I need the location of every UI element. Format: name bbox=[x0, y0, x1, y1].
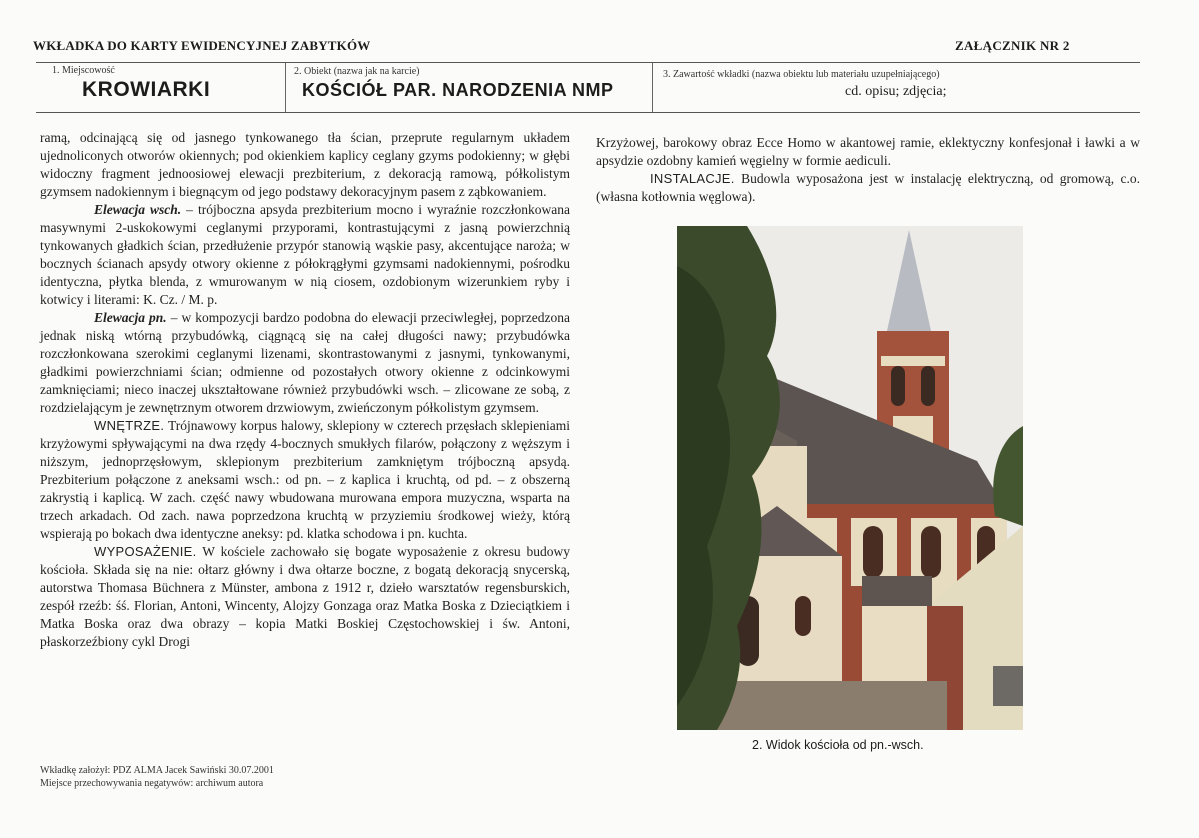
paragraph-text: ramą, odcinającą się od jasnego tynkowanego tła ścian, przeprute regularnym układem ujednoliconych otworów okiennych; pod okienkiem kaplicy ceglany gzyms podokienny; w głębi widoczny fragment jednoosiowej elewacji prezbiterium, z dekoracją ramową, półkolistym gzymsem nadokiennym i biegnącym od jego podstawy dekoracyjnym pasem z ząbkowaniem. bbox=[40, 130, 570, 199]
paragraph-east-elevation bbox=[40, 201, 570, 309]
object-label: 2. Obiekt (nazwa jak na karcie) bbox=[294, 66, 420, 77]
paragraph-north-elevation bbox=[40, 309, 570, 417]
annex-number: ZAŁĄCZNIK NR 2 bbox=[955, 38, 1070, 53]
header-bottom-rule bbox=[36, 112, 1140, 113]
paragraph-furnishings-continued bbox=[596, 134, 1140, 170]
section-lead-installations: INSTALACJE. bbox=[650, 171, 735, 186]
content-label: 3. Zawartość wkładki (nazwa obiektu lub materiału uzupełniającego) bbox=[663, 69, 940, 80]
right-text-column bbox=[596, 134, 1140, 206]
section-lead-north-elevation: Elewacja pn. bbox=[94, 310, 167, 325]
locality-label: 1. Miejscowość bbox=[52, 65, 115, 76]
church-photo bbox=[677, 226, 1023, 730]
locality-value: KROWIARKI bbox=[82, 78, 211, 101]
section-lead-interior: WNĘTRZE. bbox=[94, 418, 165, 433]
insert-title: WKŁADKA DO KARTY EWIDENCYJNEJ ZABYTKÓW bbox=[33, 38, 371, 53]
paragraph-text: – w kompozycji bardzo podobna do elewacji przeciwległej, poprzedzona jednak niską wtórną przybudówką, ciągnącą się na całej długości nawy; przybudówka rozczłonkowana szerokimi ceglanymi lizenami, skontrastowanymi z jasnymi, tynkowanymi, gładkimi powierzchniami ścian; odmienne od pozostałych otwory okienne z odcinkowymi zamknięciami; nieco inaczej ukształtowane również przybudówki wsch. – zlicowane ze sobą, z rozdzielającym je zewnętrznym otworem drzwiowym, zwieńczonym półkolistym gzymsem. bbox=[40, 310, 570, 415]
header-top-rule bbox=[36, 62, 1140, 63]
section-lead-furnishings: WYPOSAŻENIE. bbox=[94, 544, 197, 559]
content-value: cd. opisu; zdjęcia; bbox=[845, 84, 947, 99]
paragraph-facade-continued bbox=[40, 129, 570, 201]
paragraph-text: – trójboczna apsyda prezbiterium mocno i wyraźnie rozczłonkowana masywnymi 2-uskokowymi ceglanymi przyporami, kontrastującymi z jasną powierzchnią tynkowanych gładkich ścian, przedłużenie przypór stanowią wąskie pasy, akcentujące naroża; w bocznych ścianach apsydy otwory okienne z półokrągłymi gzymsami nadokiennymi, pośrodku identyczna, płytka blenda, z wmurowanym w nią ciosem, ozdobionym wizerunkiem ryby i kotwicy i literami: K. Cz. / M. p. bbox=[40, 202, 570, 307]
paragraph-text: Krzyżowej, barokowy obraz Ecce Homo w akantowej ramie, eklektyczny konfesjonał i ławki a w apsydzie ozdobny kamień węgielny w formie aediculi. bbox=[596, 135, 1140, 168]
left-text-column bbox=[40, 129, 570, 651]
paragraph-furnishings bbox=[40, 543, 570, 651]
box-divider-2 bbox=[652, 63, 653, 112]
box-divider-1 bbox=[285, 63, 286, 112]
paragraph-interior bbox=[40, 417, 570, 543]
section-lead-east-elevation: Elewacja wsch. bbox=[94, 202, 182, 217]
photo-caption: 2. Widok kościoła od pn.-wsch. bbox=[752, 738, 924, 752]
negatives-location: Miejsce przechowywania negatywów: archiwum autora bbox=[40, 778, 264, 789]
paragraph-text: Budowla wyposażona jest w instalację elektryczną, od gromową, c.o. (własna kotłownia węglowa). bbox=[596, 171, 1140, 204]
paragraph-installations bbox=[596, 170, 1140, 206]
author-note: Wkładkę założył: PDZ ALMA Jacek Sawiński 30.07.2001 bbox=[40, 765, 274, 776]
paragraph-text: Trójnawowy korpus halowy, sklepiony w czterech przęsłach sklepieniami krzyżowymi spływającymi na dwa rzędy 4-bocznych smukłych filarów, połączony z węższym i niższym, jednoprzęsłowym, sklepionym prezbiterium zamkniętym trójboczną apsydą. Prezbiterium połączone z aneksami wsch.: od pn. – z kaplica i kruchtą, od pd. – z obszerną zakrystią i kaplicą. W zach. część nawy wbudowana murowana empora muzyczna, wsparta na trzech arkadach. Od zach. nawa poprzedzona kruchtą w przyziemiu środkowej wieży, którą wspierają po bokach dwa identyczne aneksy: pd. klatka schodowa i pn. kuchta. bbox=[40, 418, 570, 541]
church-illustration bbox=[677, 226, 1023, 730]
paragraph-text: W kościele zachowało się bogate wyposażenie z okresu budowy kościoła. Składa się na nie: ołtarz główny i dwa ołtarze boczne, z bogatą dekoracją snycerską, autorstwa Thomasa Büchnera z Münster, ambona z 1912 r, dzieło warsztatów regensburskich, zespół rzeźb: śś. Florian, Antoni, Wincenty, Alojzy Gonzaga oraz Matka Boska z Dzieciątkiem i Matka Boska oraz dwa obrazy – kopia Matki Boskiej Częstochowskiej i św. Antoni, płaskorzeźbiony cykl Drogi bbox=[40, 544, 570, 649]
object-value: KOŚCIÓŁ PAR. NARODZENIA NMP bbox=[302, 80, 614, 100]
